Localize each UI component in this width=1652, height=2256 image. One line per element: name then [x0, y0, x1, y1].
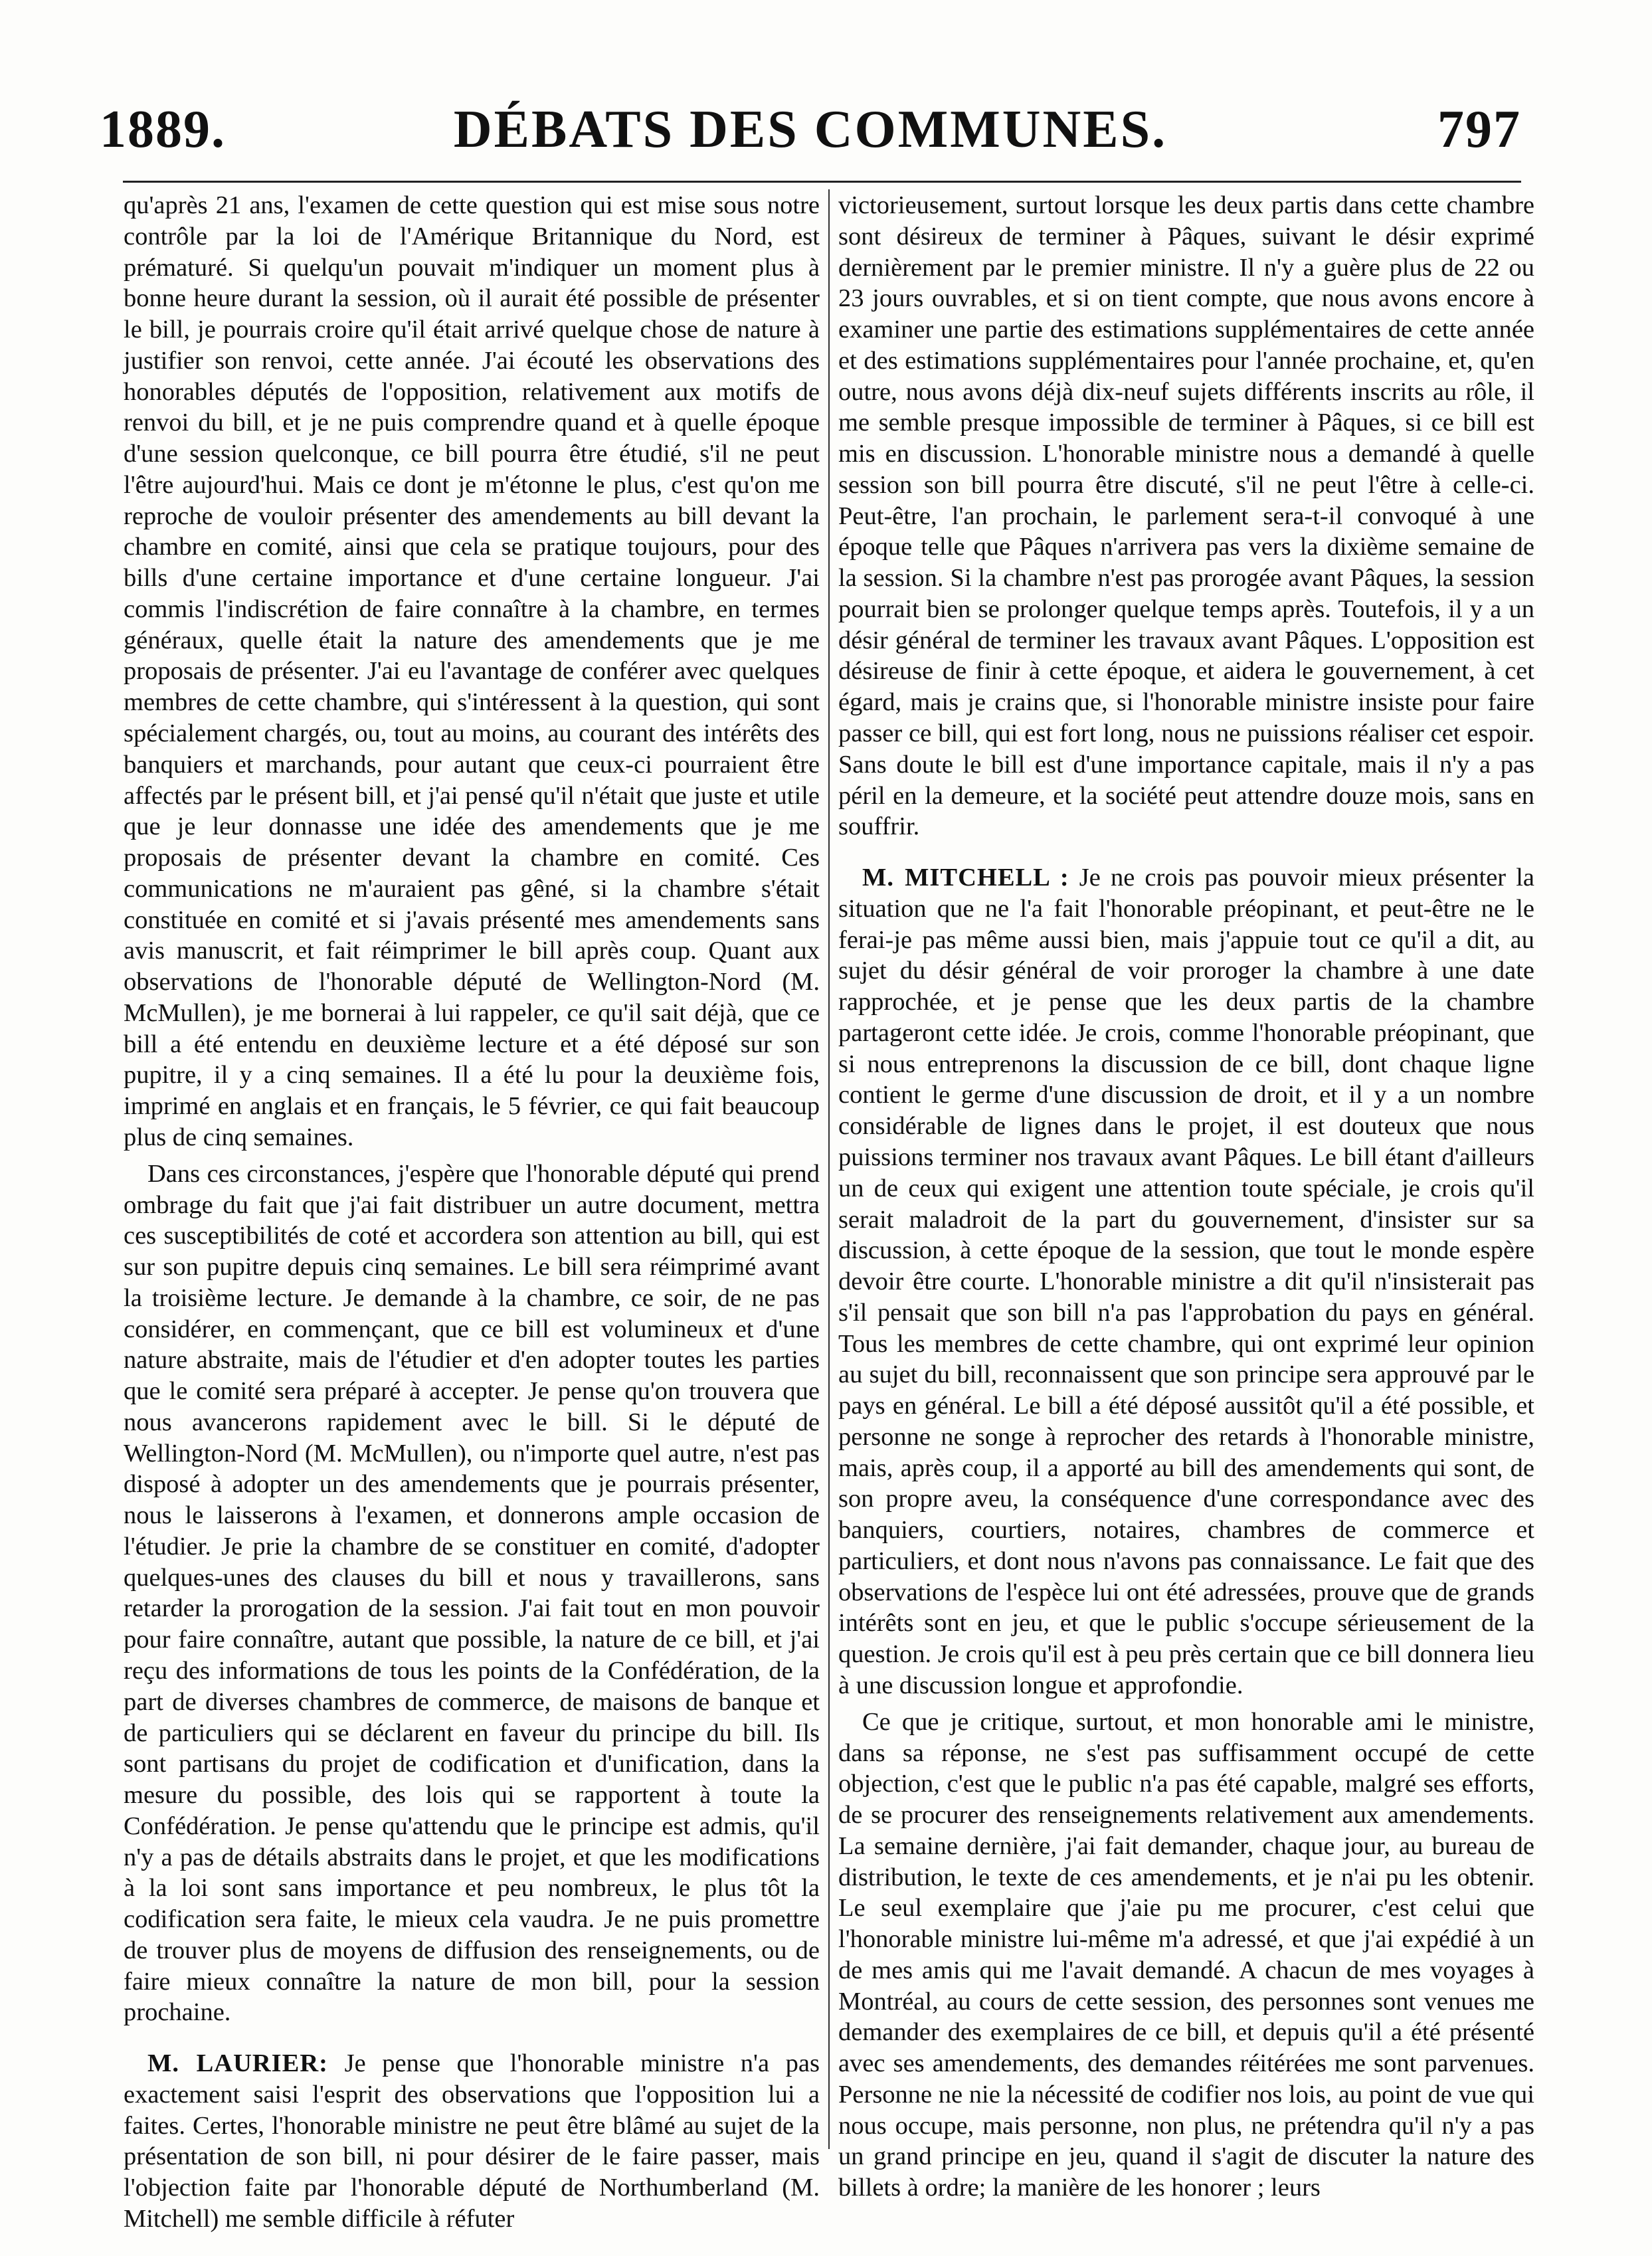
page-header [100, 100, 1521, 173]
column-separator [828, 189, 830, 2149]
page-number: 797 [1437, 100, 1521, 159]
right-column [838, 190, 1535, 2202]
header-year: 1889. [100, 100, 226, 159]
header-title: DÉBATS DES COMMUNES. [453, 100, 1168, 159]
paragraph: Ce que je critique, surtout, et mon honorable ami le ministre, dans sa réponse, ne s'est pas suffisamment occupé de cette objection, c'est que le public n'a pas été capable, malgré ses efforts, de se procurer des renseignements relativement aux amendements. La semaine dernière, j'ai fait demander, chaque jour, au bureau de distribution, le texte de ces amendements, et je n'ai pu les obtenir. Le seul exemplaire que j'aie pu me procurer, c'est celui que l'honorable ministre lui-même m'a adressé, et que j'ai expédié à un de mes amis qui me l'avait demandé. A chacun de mes voyages à Montréal, au cours de cette session, des personnes sont venues me demander des exemplaires de ce bill, et depuis qu'il a été présenté avec ses amendements, des demandes réitérées me sont parvenues. Personne ne nie la nécessité de codifier nos lois, au point de vue qui nous occupe, mais personne, non plus, ne prétendra qu'il n'y a pas un grand principe en jeu, quand il s'agit de discuter la nature des billets à ordre; la manière de les honorer ; leurs [838, 1707, 1534, 2202]
left-column [124, 190, 820, 2233]
paragraph: qu'après 21 ans, l'examen de cette question qui est mise sous notre contrôle par la loi de l'Amérique Britannique du Nord, est prématuré. Si quelqu'un pouvait m'indiquer un moment plus à bonne heure durant la session, où il aurait été possible de présenter le bill, je pourrais croire qu'il était arrivé quelque chose de nature à justifier son renvoi, cette année. J'ai écouté les observations des honorables députés de l'opposition, relativement aux motifs de renvoi du bill, et je ne puis comprendre quand et à quelle époque d'une session quelconque, ce bill pourra être étudié, s'il ne peut l'être aujourd'hui. Mais ce dont je m'étonne le plus, c'est qu'on me reproche de vouloir présenter des amendements au bill devant la chambre en comité, ainsi que cela se pratique toujours, pour des bills d'une certaine importance et d'une certaine longueur. J'ai commis l'indiscrétion de faire connaître à la chambre, en termes généraux, quelle était la nature des amendements que je me proposais de présenter. J'ai eu l'avantage de conférer avec quelques membres de cette chambre, qui s'intéressent à la question, qui sont spécialement chargés, ou, tout au moins, au courant des intérêts des banquiers et marchands, pour autant que ceux-ci pourraient être affectés par le présent bill, et j'ai pensé qu'il n'était que juste et utile que je leur donnasse une idée des amendements que je me proposais de présenter devant la chambre en comité. Ces communications ne m'auraient pas gêné, si la chambre s'était constituée en comité et si j'avais présenté mes amendements sans avis manuscrit, et fait réimprimer le bill après coup. Quant aux observations de l'honorable député de Wellington-Nord (M. McMullen), je me bornerai à lui rappeler, ce qu'il sait déjà, que ce bill a été entendu en deuxième lecture et a été déposé sur son pupitre, il y a cinq semaines. Il a été lu pour la deuxième fois, imprimé en anglais et en français, le 5 février, ce qui fait beaucoup plus de cinq semaines. [124, 191, 820, 1151]
speech-text: Je ne crois pas pouvoir mieux présenter la situation que ne l'a fait l'honorable préopinant, et peut-être ne le ferai-je pas même aussi bien, mais j'appuie tout ce qu'il a dit, au sujet du désir général de voir proroger la chambre à une date rapprochée, et je pense que les deux partis de la chambre partageront cette idée. Je crois, comme l'honorable préopinant, que si nous entreprenons la discussion de ce bill, dont chaque ligne contient le germe d'une discussion de droit, et il y a un nombre considérable de lignes dans le projet, il est douteux que nous puissions terminer nos travaux avant Pâques. Le bill étant d'ailleurs un de ceux qui exigent une attention toute spéciale, je crois qu'il serait maladroit de la part du gouvernement, d'insister sur sa discussion, à cette époque de la session, que tout le monde espère devoir être courte. L'honorable ministre a dit qu'il n'insisterait pas s'il pensait que son bill n'a pas l'approbation du pays en général. Tous les membres de cette chambre, qui ont exprimé leur opinion au sujet du bill, reconnaissent que son principe sera approuvé par le pays en général. Le bill a été déposé aussitôt qu'il a été possible, et personne ne songe à reprocher des retards à l'honorable ministre, mais, après coup, il a apporté au bill des amendements qui sont, de son propre aveu, la conséquence d'une correspondance avec des banquiers, courtiers, notaires, chambres de commerce et particuliers, et dont nous n'avons pas connaissance. Le fait que des observations de l'espèce lui ont été adressées, prouve que de grands intérêts sont en jeu, et que le public s'occupe sérieusement de la question. Je crois qu'il est à peu près certain que ce bill donnera lieu à une discussion longue et approfondie. [838, 864, 1535, 1699]
speaker-name: M. LAURIER: [147, 2049, 328, 2078]
speech-text: Je pense que l'honorable ministre n'a pas exactement saisi l'esprit des observations que l'opposition lui a faites. Certes, l'honorable ministre ne peut être blâmé au sujet de la présentation de son bill, ni pour désirer de le faire passer, mais l'objection faite par l'honorable député de Northumberland (M. Mitchell) me semble difficile à réfuter [124, 2049, 820, 2233]
paragraph: Dans ces circonstances, j'espère que l'honorable député qui prend ombrage du fait que j'ai fait distribuer un autre document, mettra ces susceptibilités de coté et accordera son attention au bill, qui est sur son pupitre depuis cinq semaines. Le bill sera réimprimé avant la troisième lecture. Je demande à la chambre, ce soir, de ne pas considérer, en commençant, que ce bill est volumineux et d'une nature abstraite, mais de l'étudier et d'en adopter toutes les parties que le comité sera préparé à accepter. Je pense qu'on trouvera que nous avancerons rapidement avec le bill. Si le député de Wellington-Nord (M. McMullen), ou n'importe quel autre, n'est pas disposé à adopter un des amendements que je pourrais présenter, nous le laisserons à l'examen, et donnerons ample occasion de l'étudier. Je prie la chambre de se constituer en comité, d'adopter quelques-unes des clauses du bill et nous y travaillerons, sans retarder la prorogation de la session. J'ai fait tout en mon pouvoir pour faire connaître, autant que possible, la nature de ce bill, et j'ai reçu des informations de tous les points de la Confédération, de la part de diverses chambres de commerce, de maisons de banque et de particuliers qui se déclarent en faveur du principe du bill. Ils sont partisans du projet de codification et d'unification, dans la mesure du possible, des lois qui se rapportent à toute la Confédération. Je pense qu'attendu que le principe est admis, qu'il n'y a pas de détails abstraits dans le projet, et que les modifications à la loi sont sans importance et peu nombreux, le plus tôt la codification sera faite, le mieux cela vaudra. Je ne puis promettre de trouver plus de moyens de diffusion des renseignements, ou de faire mieux connaître la nature de mon bill, pour la session prochaine. [124, 1159, 820, 2027]
header-rule [123, 181, 1521, 183]
speaker-name: M. MITCHELL : [862, 864, 1069, 892]
speech-paragraph [838, 862, 1534, 1701]
speech-paragraph [124, 2048, 820, 2235]
paragraph: victorieusement, surtout lorsque les deux partis dans cette chambre sont désireux de terminer à Pâques, suivant le désir exprimé dernièrement par le premier ministre. Il n'y a guère plus de 22 ou 23 jours ouvrables, et si on tient compte, que nous avons encore à examiner une partie des estimations supplémentaires de cette année et des estimations supplémentaires pour l'année prochaine, et, qu'en outre, nous avons déjà dix-neuf sujets différents inscrits au rôle, il me semble presque impossible de terminer à Pâques, si ce bill est mis en discussion. L'honorable ministre nous a demandé à quelle session son bill pourra être discuté, s'il ne peut l'être à celle-ci. Peut-être, l'an prochain, le parlement sera-t-il convoqué à une époque telle que Pâques n'arrivera pas vers la dixième semaine de la session. Si la chambre n'est pas prorogée avant Pâques, la session pourrait bien se prolonger quelque temps après. Toutefois, il y a un désir général de terminer les travaux avant Pâques. L'opposition est désireuse de finir à cette époque, et aidera le gouvernement, à cet égard, mais je crains que, si l'honorable ministre insiste pour faire passer ce bill, qui est fort long, nous ne puissions réaliser cet espoir. Sans doute le bill est d'une importance capitale, mais il n'y a pas péril en la demeure, et la société peut attendre douze mois, sans en souffrir. [838, 191, 1534, 841]
